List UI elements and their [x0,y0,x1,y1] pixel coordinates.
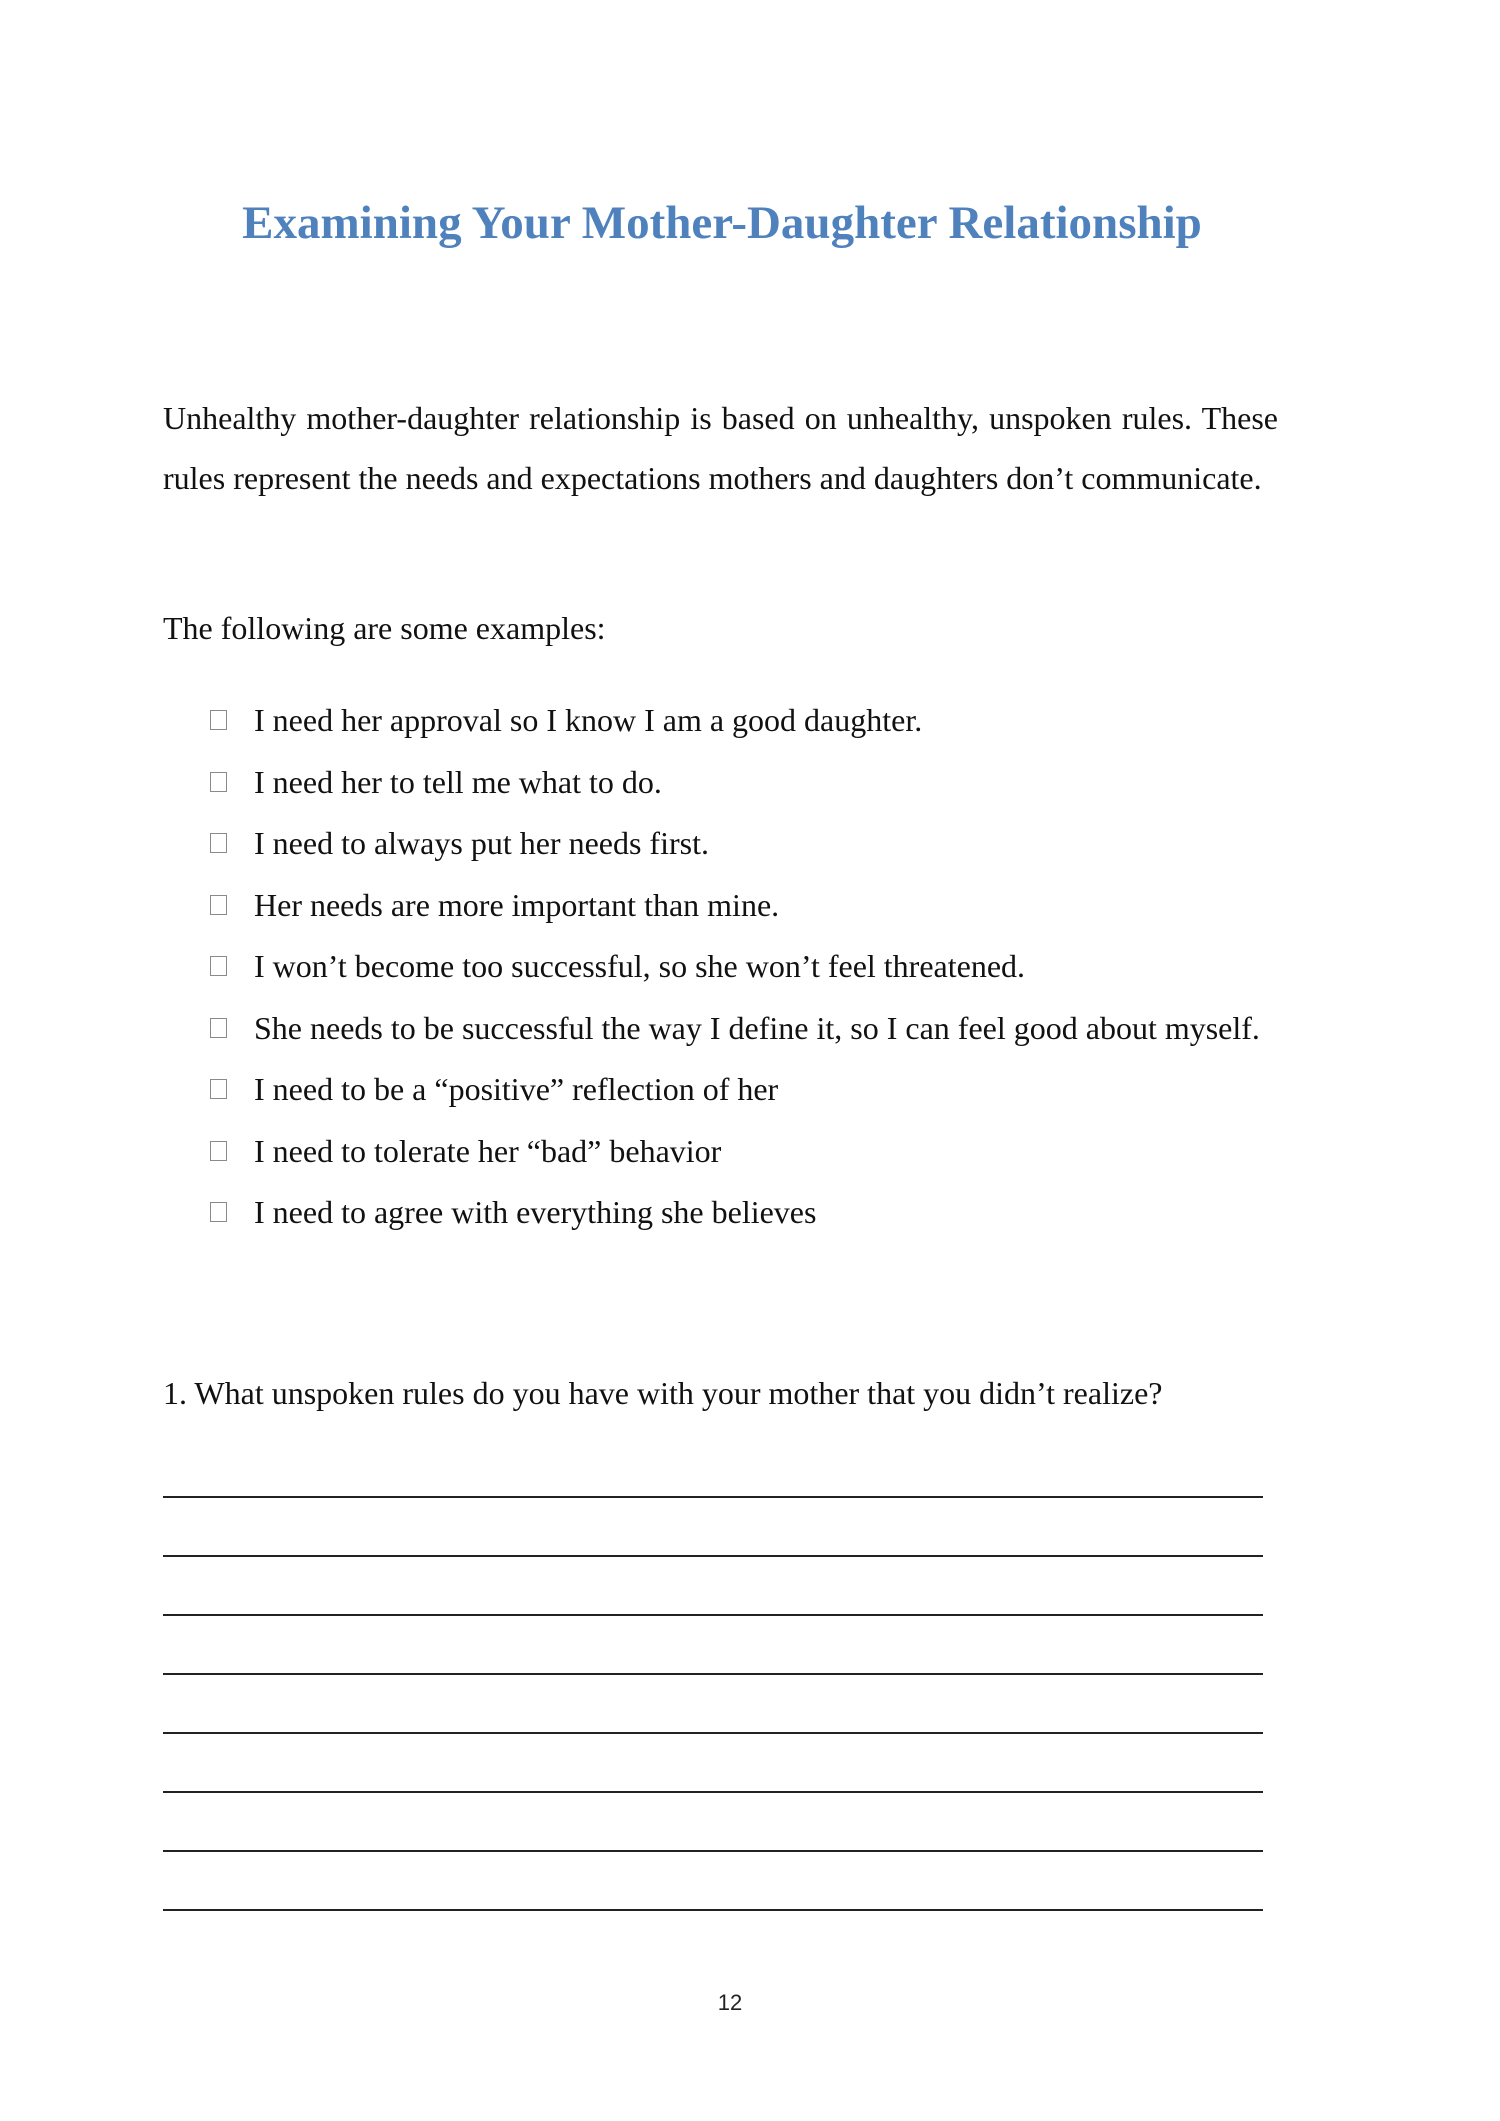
answer-line[interactable] [163,1496,1263,1498]
list-item [208,752,1278,812]
checkbox-icon [210,1202,227,1222]
answer-line[interactable] [163,1850,1263,1852]
list-item [208,998,1278,1058]
checkbox-icon [210,833,227,853]
intro-paragraph: Unhealthy mother-daughter relationship is based on unhealthy, unspoken rules. These rules represent the needs and expectations mothers and daughters don’t communicate. [163,400,1278,496]
list-item [208,1121,1278,1181]
list-item-text: I won’t become too successful, so she won’t feel threatened. [254,948,1026,984]
examples-list [208,690,1278,1244]
list-item-text: I need her to tell me what to do. [254,763,662,800]
list-item-text: I need to agree with everything she believes [254,1194,817,1230]
list-item [208,690,1278,750]
page-title: Examining Your Mother-Daughter Relationship [242,197,1202,249]
checkbox-icon [210,1141,227,1161]
question-1: 1. What unspoken rules do you have with your mother that you didn’t realize? [163,1375,1163,1411]
checkbox-icon [210,1018,227,1038]
examples-lead: The following are some examples: [163,610,606,646]
answer-line[interactable] [163,1791,1263,1793]
list-item-text: She needs to be successful the way I define it, so I can feel good about myself. [254,1009,1260,1046]
list-item [208,1182,1278,1242]
list-item-text: I need to be a “positive” reflection of her [254,1071,779,1107]
answer-line[interactable] [163,1673,1263,1675]
list-item [208,813,1278,873]
checkbox-icon [210,772,227,792]
checkbox-icon [210,710,227,730]
list-item [208,936,1278,996]
list-item-text: I need her approval so I know I am a good daughter. [254,702,923,738]
page-number: 12 [717,1990,743,2015]
checkbox-icon [210,1079,227,1099]
checkbox-icon [210,895,227,915]
list-item-text: I need to always put her needs first. [254,825,709,861]
list-item [208,875,1278,935]
answer-line[interactable] [163,1909,1263,1911]
list-item-text: I need to tolerate her “bad” behavior [254,1132,722,1169]
list-item [208,1059,1278,1119]
answer-line[interactable] [163,1555,1263,1557]
checkbox-icon [210,956,227,976]
answer-line[interactable] [163,1732,1263,1734]
answer-line[interactable] [163,1614,1263,1616]
list-item-text: Her needs are more important than mine. [254,886,780,923]
